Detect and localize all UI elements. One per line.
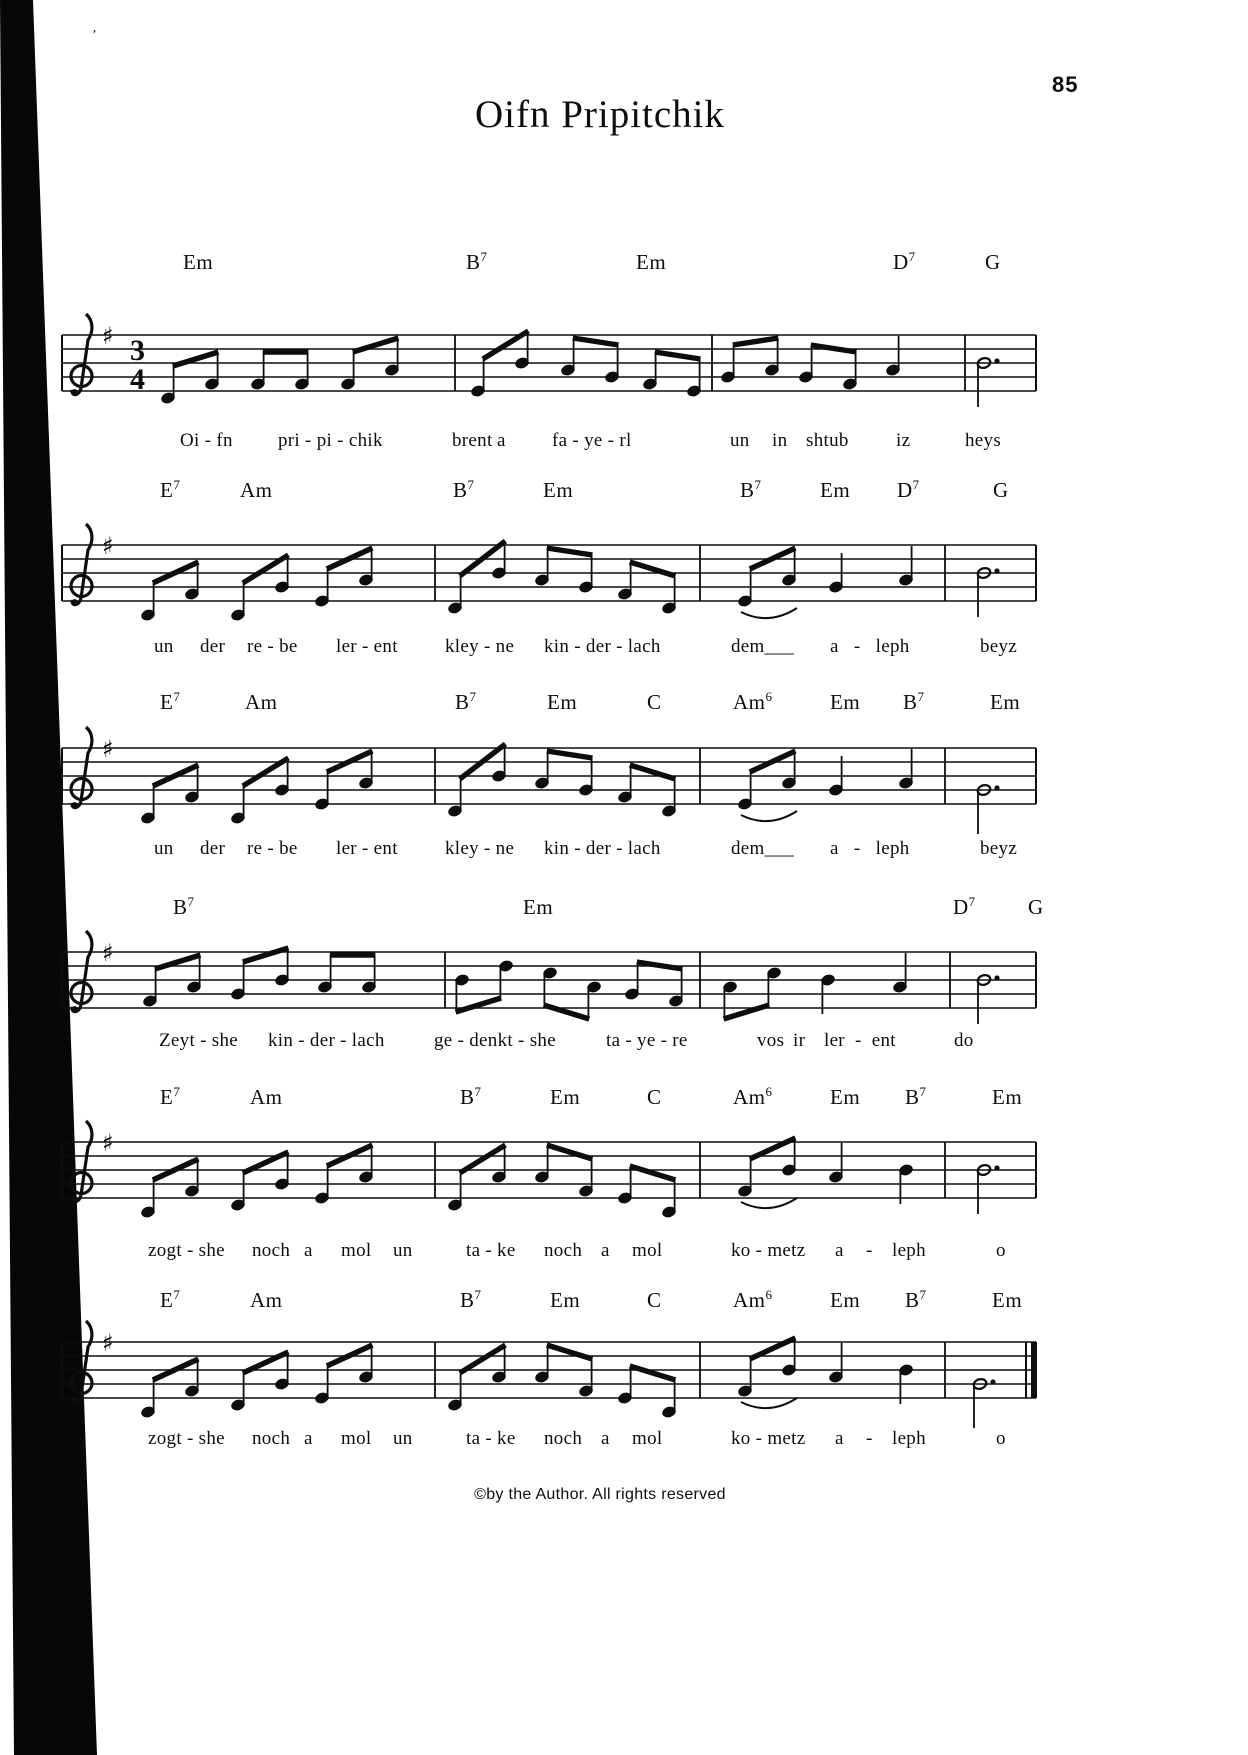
lyric-syllable: leph	[892, 1428, 926, 1449]
note-group	[976, 974, 999, 1024]
lyric-syllable: mol	[632, 1428, 663, 1449]
lyric-syllable: ta - ye - re	[606, 1030, 688, 1051]
chord-symbol: Am	[245, 690, 278, 714]
lyric-syllable: brent	[452, 430, 493, 451]
lyric-syllable: kin - der - lach	[268, 1030, 385, 1051]
lyric-syllable: Oi - fn	[180, 430, 233, 451]
chord-symbol: Em	[543, 478, 574, 502]
chord-symbol: G	[985, 250, 1001, 274]
chord-symbol: $E^7$	[160, 1287, 181, 1312]
lyric-syllable: ler - ent	[336, 838, 398, 859]
augmentation-dot	[994, 1165, 999, 1170]
lyric-syllable: un	[154, 636, 174, 657]
note-group	[447, 1145, 506, 1211]
chord-symbol: Am$^6$	[733, 1287, 773, 1312]
augmentation-dot	[990, 1379, 995, 1384]
chord-symbol: G	[993, 478, 1009, 502]
lyric-syllable: -	[866, 1428, 873, 1449]
lyric-syllable: un	[393, 1240, 413, 1261]
chord-symbol: $D^7$	[897, 477, 920, 502]
note-group	[976, 357, 999, 407]
chord-symbol: Em	[990, 690, 1021, 714]
lyric-syllable: re - be	[247, 636, 298, 657]
treble-clef-icon	[71, 931, 92, 1013]
chord-symbol: $E^7$	[160, 689, 181, 714]
chord-symbol: $B^7$	[460, 1084, 482, 1109]
lyric-syllable: ta - ke	[466, 1428, 516, 1449]
lyric-syllable: a	[835, 1240, 844, 1261]
lyric-syllable: zogt - she	[148, 1240, 225, 1261]
lyric-syllable: Zeyt - she	[159, 1030, 238, 1051]
slur	[741, 1198, 797, 1208]
note-group	[828, 1343, 843, 1383]
slur	[741, 1398, 797, 1408]
sharp-icon: ♯	[102, 322, 114, 350]
chord-symbol: $B^7$	[740, 477, 762, 502]
treble-clef-icon	[71, 524, 92, 606]
lyric-syllable: noch	[544, 1428, 583, 1449]
chord-symbol: Am$^6$	[733, 1084, 773, 1109]
chord-symbol: Am	[240, 478, 273, 502]
lyric-syllable: a	[304, 1240, 313, 1261]
note-group	[470, 331, 529, 397]
note-group	[617, 1366, 676, 1418]
chord-symbol: $B^7$	[460, 1287, 482, 1312]
staff	[0, 290, 1248, 440]
note-group	[447, 541, 506, 614]
lyric-syllable: iz	[896, 430, 911, 451]
lyric-syllable: un	[393, 1428, 413, 1449]
chord-symbol: C	[647, 1288, 662, 1312]
lyric-syllable: -	[866, 1240, 873, 1261]
lyric-syllable: ta - ke	[466, 1240, 516, 1261]
chord-symbol: $B^7$	[905, 1084, 927, 1109]
note-group	[140, 1159, 199, 1218]
sharp-icon: ♯	[102, 1129, 114, 1157]
lyric-syllable: noch	[252, 1428, 291, 1449]
lyric-syllable: a - leph	[830, 838, 910, 859]
lyric-syllable: mol	[632, 1240, 663, 1261]
lyric-syllable: ge - denkt - she	[434, 1030, 556, 1051]
note-group	[454, 960, 513, 1012]
note-group	[142, 955, 201, 1007]
note-group	[798, 345, 857, 390]
lyric-syllable: re - be	[247, 838, 298, 859]
note-group	[542, 967, 601, 1019]
note-group	[534, 1145, 593, 1197]
note-group	[160, 352, 219, 404]
lyric-syllable: heys	[965, 430, 1002, 451]
scan-speckle: ’	[92, 28, 97, 43]
note-group	[140, 765, 199, 824]
staff	[0, 703, 1248, 853]
lyric-syllable: shtub	[806, 430, 849, 451]
treble-clef-icon	[71, 727, 92, 809]
chord-symbol: C	[647, 1085, 662, 1109]
lyric-syllable: ko - metz	[731, 1240, 806, 1261]
chord-symbol: Em	[636, 250, 667, 274]
sharp-icon: ♯	[102, 532, 114, 560]
lyric-syllable: dem___	[731, 636, 795, 657]
lyric-syllable: ir	[793, 1030, 806, 1051]
lyric-syllable: der	[200, 838, 226, 859]
note-group	[885, 336, 900, 376]
lyric-syllable: kley - ne	[445, 838, 515, 859]
augmentation-dot	[994, 358, 999, 363]
staff	[0, 1297, 1248, 1447]
chord-symbol: Em	[550, 1288, 581, 1312]
lyric-syllable: do	[954, 1030, 974, 1051]
note-group	[230, 1352, 289, 1411]
note-group	[617, 765, 676, 817]
note-group	[230, 555, 289, 621]
note-group	[976, 567, 999, 617]
chord-symbol: Am$^6$	[733, 689, 773, 714]
note-group	[314, 751, 373, 810]
note-group	[828, 1143, 843, 1183]
sharp-icon: ♯	[102, 939, 114, 967]
lyric-syllable: noch	[252, 1240, 291, 1261]
lyric-syllable: a	[835, 1428, 844, 1449]
copyright-notice: ©by the Author. All rights reserved	[474, 1486, 726, 1503]
lyric-syllable: a - leph	[830, 636, 910, 657]
lyric-syllable: ko - metz	[731, 1428, 806, 1449]
time-signature	[130, 334, 145, 396]
note-group	[534, 1345, 593, 1397]
lyric-syllable: in	[772, 430, 788, 451]
note-group	[722, 967, 781, 1019]
lyric-syllable: leph	[892, 1240, 926, 1261]
lyric-syllable: ler - ent	[824, 1030, 896, 1051]
note-group	[624, 962, 683, 1007]
note-group	[317, 955, 376, 993]
note-group	[314, 548, 373, 607]
lyric-syllable: beyz	[980, 838, 1018, 859]
lyric-syllable: kley - ne	[445, 636, 515, 657]
lyric-syllable: un	[154, 838, 174, 859]
chord-symbol: Em	[523, 895, 554, 919]
svg-text:3: 3	[130, 334, 145, 367]
note-group	[230, 1152, 289, 1211]
chord-symbol: Em	[547, 690, 578, 714]
note-group	[892, 953, 907, 993]
chord-symbol: Em	[992, 1288, 1023, 1312]
note-group	[340, 338, 399, 390]
chord-symbol: Em	[830, 1288, 861, 1312]
chord-symbol: C	[647, 690, 662, 714]
chord-symbol: $D^7$	[953, 894, 976, 919]
chord-symbol: Am	[250, 1085, 283, 1109]
note-group	[230, 948, 289, 1000]
note-group	[140, 1359, 199, 1418]
lyric-syllable: kin - der - lach	[544, 636, 661, 657]
lyric-syllable: a	[497, 430, 506, 451]
lyric-syllable: vos	[757, 1030, 785, 1051]
augmentation-dot	[994, 975, 999, 980]
sharp-icon: ♯	[102, 1329, 114, 1357]
chord-symbol: $D^7$	[893, 249, 916, 274]
note-group	[314, 1145, 373, 1204]
chord-symbol: G	[1028, 895, 1044, 919]
chord-symbol: $B^7$	[466, 249, 488, 274]
final-barline-thick	[1031, 1342, 1037, 1398]
note-group	[617, 562, 676, 614]
lyric-syllable: o	[996, 1240, 1006, 1261]
lyric-syllable: dem___	[731, 838, 795, 859]
note-group	[230, 758, 289, 824]
note-group	[314, 1345, 373, 1404]
chord-symbol: Am	[250, 1288, 283, 1312]
chord-symbol: Em	[550, 1085, 581, 1109]
lyric-syllable: zogt - she	[148, 1428, 225, 1449]
chord-symbol: $E^7$	[160, 1084, 181, 1109]
augmentation-dot	[994, 568, 999, 573]
chord-symbol: Em	[830, 690, 861, 714]
lyric-syllable: pri - pi - chik	[278, 430, 383, 451]
chord-symbol: $B^7$	[905, 1287, 927, 1312]
note-group	[976, 784, 999, 834]
page-title: Oifn Pripitchik	[474, 93, 726, 136]
lyric-syllable: fa - ye - rl	[552, 430, 632, 451]
treble-clef-icon	[71, 1121, 92, 1203]
lyric-syllable: a	[601, 1240, 610, 1261]
treble-clef-icon	[71, 1321, 92, 1403]
note-group	[898, 546, 913, 586]
chord-symbol: Em	[830, 1085, 861, 1109]
staff	[0, 500, 1248, 650]
chord-symbol: Em	[183, 250, 214, 274]
lyric-syllable: mol	[341, 1428, 372, 1449]
treble-clef-icon	[71, 314, 92, 396]
lyric-syllable: a	[601, 1428, 610, 1449]
note-group	[976, 1164, 999, 1214]
chord-symbol: $B^7$	[903, 689, 925, 714]
sharp-icon: ♯	[102, 735, 114, 763]
chord-symbol: $E^7$	[160, 477, 181, 502]
lyric-syllable: kin - der - lach	[544, 838, 661, 859]
lyric-syllable: noch	[544, 1240, 583, 1261]
slur	[741, 608, 797, 618]
note-group	[447, 744, 506, 817]
slur	[741, 811, 797, 821]
page-number: 85	[1052, 72, 1079, 97]
note-group	[972, 1378, 995, 1428]
lyric-syllable: mol	[341, 1240, 372, 1261]
chord-symbol: Em	[992, 1085, 1023, 1109]
note-group	[250, 352, 309, 390]
lyric-syllable: un	[730, 430, 750, 451]
chord-symbol: $B^7$	[173, 894, 195, 919]
augmentation-dot	[994, 785, 999, 790]
chord-symbol: $B^7$	[455, 689, 477, 714]
lyric-syllable: beyz	[980, 636, 1018, 657]
note-group	[447, 1345, 506, 1411]
lyric-syllable: ler - ent	[336, 636, 398, 657]
note-group	[898, 749, 913, 789]
lyric-syllable: a	[304, 1428, 313, 1449]
note-group	[617, 1166, 676, 1218]
staff	[0, 1097, 1248, 1247]
note-group	[140, 562, 199, 621]
chord-symbol: $B^7$	[453, 477, 475, 502]
lyric-syllable: o	[996, 1428, 1006, 1449]
chord-symbol: Em	[820, 478, 851, 502]
lyric-syllable: der	[200, 636, 226, 657]
svg-text:4: 4	[130, 363, 145, 396]
